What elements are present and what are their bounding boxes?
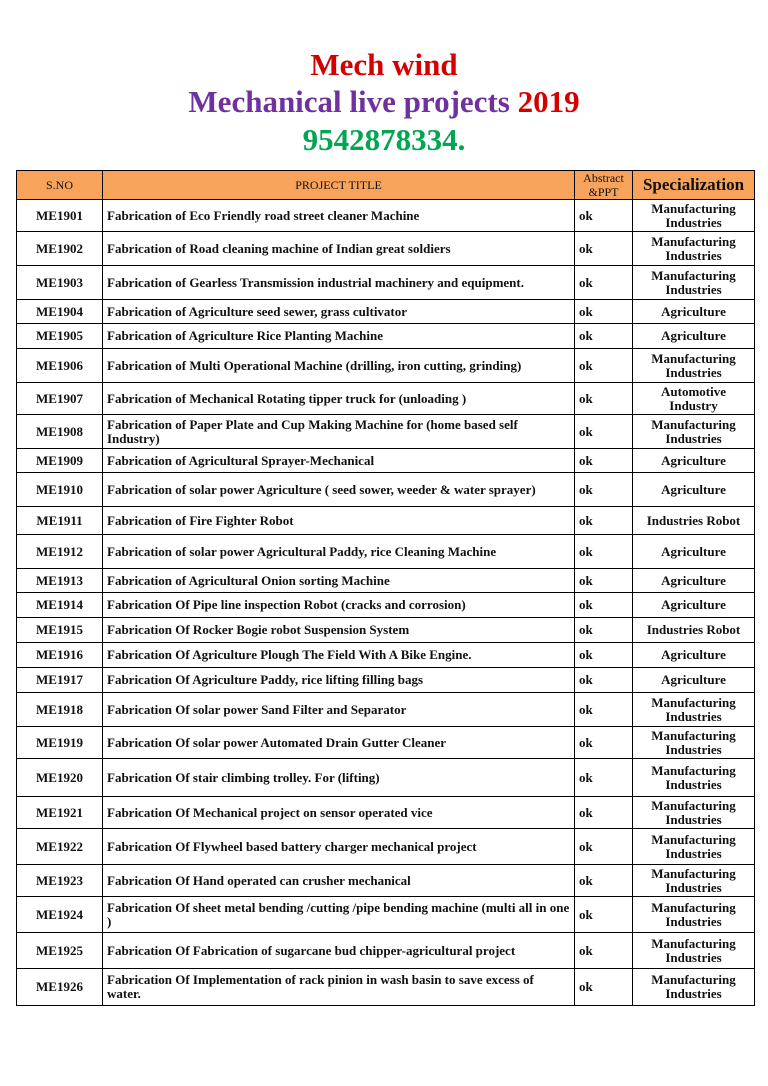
cell-sno: ME1925 xyxy=(17,933,103,969)
cell-project-title: Fabrication of Multi Operational Machine (drilling, iron cutting, grinding) xyxy=(103,349,575,383)
cell-sno: ME1909 xyxy=(17,449,103,473)
cell-abstract-status: ok xyxy=(575,643,633,668)
cell-project-title: Fabrication Of Pipe line inspection Robot (cracks and corrosion) xyxy=(103,593,575,618)
cell-specialization: Manufacturing Industries xyxy=(633,969,755,1006)
company-name: Mech wind xyxy=(310,47,458,82)
table-row xyxy=(17,569,755,593)
cell-specialization: Manufacturing Industries xyxy=(633,693,755,727)
cell-project-title: Fabrication of Mechanical Rotating tipper truck for (unloading ) xyxy=(103,383,575,415)
cell-abstract-status: ok xyxy=(575,668,633,693)
cell-abstract-status: ok xyxy=(575,797,633,829)
cell-abstract-status: ok xyxy=(575,383,633,415)
table-row xyxy=(17,415,755,449)
table-row xyxy=(17,324,755,349)
cell-specialization: Agriculture xyxy=(633,668,755,693)
cell-sno: ME1907 xyxy=(17,383,103,415)
cell-specialization: Agriculture xyxy=(633,569,755,593)
cell-specialization: Manufacturing Industries xyxy=(633,897,755,933)
cell-sno: ME1926 xyxy=(17,969,103,1006)
cell-abstract-status: ok xyxy=(575,727,633,759)
cell-project-title: Fabrication of solar power Agriculture ( seed sower, weeder & water sprayer) xyxy=(103,473,575,507)
cell-specialization: Agriculture xyxy=(633,473,755,507)
cell-project-title: Fabrication Of Flywheel based battery charger mechanical project xyxy=(103,829,575,865)
cell-specialization: Manufacturing Industries xyxy=(633,200,755,232)
cell-specialization: Manufacturing Industries xyxy=(633,829,755,865)
cell-project-title: Fabrication Of Mechanical project on sensor operated vice xyxy=(103,797,575,829)
cell-sno: ME1920 xyxy=(17,759,103,797)
cell-project-title: Fabrication Of sheet metal bending /cutting /pipe bending machine (multi all in one ) xyxy=(103,897,575,933)
cell-abstract-status: ok xyxy=(575,449,633,473)
table-row xyxy=(17,897,755,933)
cell-abstract-status: ok xyxy=(575,865,633,897)
cell-sno: ME1902 xyxy=(17,232,103,266)
cell-abstract-status: ok xyxy=(575,324,633,349)
cell-abstract-status: ok xyxy=(575,200,633,232)
cell-sno: ME1914 xyxy=(17,593,103,618)
table-row xyxy=(17,829,755,865)
cell-sno: ME1918 xyxy=(17,693,103,727)
cell-abstract-status: ok xyxy=(575,693,633,727)
cell-project-title: Fabrication Of Implementation of rack pinion in wash basin to save excess of water. xyxy=(103,969,575,1006)
column-header-title: PROJECT TITLE xyxy=(103,171,575,200)
cell-project-title: Fabrication of Agriculture Rice Planting Machine xyxy=(103,324,575,349)
cell-sno: ME1916 xyxy=(17,643,103,668)
cell-specialization: Manufacturing Industries xyxy=(633,349,755,383)
table-body xyxy=(17,200,755,1006)
cell-project-title: Fabrication Of Fabrication of sugarcane bud chipper-agricultural project xyxy=(103,933,575,969)
cell-sno: ME1911 xyxy=(17,507,103,535)
cell-sno: ME1905 xyxy=(17,324,103,349)
cell-abstract-status: ok xyxy=(575,759,633,797)
table-row xyxy=(17,300,755,324)
projects-heading xyxy=(0,82,768,122)
cell-project-title: Fabrication of solar power Agricultural Paddy, rice Cleaning Machine xyxy=(103,535,575,569)
cell-sno: ME1904 xyxy=(17,300,103,324)
cell-abstract-status: ok xyxy=(575,569,633,593)
table-row xyxy=(17,593,755,618)
cell-sno: ME1919 xyxy=(17,727,103,759)
cell-project-title: Fabrication Of Hand operated can crusher mechanical xyxy=(103,865,575,897)
cell-specialization: Automotive Industry xyxy=(633,383,755,415)
table-row xyxy=(17,759,755,797)
cell-specialization: Industries Robot xyxy=(633,618,755,643)
table-row xyxy=(17,727,755,759)
projects-year: 2019 xyxy=(517,84,580,119)
cell-project-title: Fabrication of Fire Fighter Robot xyxy=(103,507,575,535)
cell-abstract-status: ok xyxy=(575,829,633,865)
cell-abstract-status: ok xyxy=(575,507,633,535)
cell-project-title: Fabrication Of Agriculture Paddy, rice lifting filling bags xyxy=(103,668,575,693)
table-row xyxy=(17,643,755,668)
cell-project-title: Fabrication Of solar power Sand Filter and Separator xyxy=(103,693,575,727)
cell-specialization: Manufacturing Industries xyxy=(633,759,755,797)
table-row xyxy=(17,933,755,969)
column-header-specialization: Specialization xyxy=(633,171,755,200)
cell-specialization: Agriculture xyxy=(633,449,755,473)
cell-abstract-status: ok xyxy=(575,232,633,266)
table-row xyxy=(17,969,755,1006)
cell-sno: ME1901 xyxy=(17,200,103,232)
cell-abstract-status: ok xyxy=(575,969,633,1006)
cell-specialization: Agriculture xyxy=(633,535,755,569)
cell-abstract-status: ok xyxy=(575,593,633,618)
table-row xyxy=(17,618,755,643)
cell-sno: ME1923 xyxy=(17,865,103,897)
cell-project-title: Fabrication of Road cleaning machine of Indian great soldiers xyxy=(103,232,575,266)
table-row xyxy=(17,449,755,473)
cell-sno: ME1908 xyxy=(17,415,103,449)
cell-project-title: Fabrication Of Agriculture Plough The Field With A Bike Engine. xyxy=(103,643,575,668)
cell-specialization: Manufacturing Industries xyxy=(633,266,755,300)
cell-sno: ME1910 xyxy=(17,473,103,507)
cell-sno: ME1913 xyxy=(17,569,103,593)
cell-project-title: Fabrication of Eco Friendly road street cleaner Machine xyxy=(103,200,575,232)
cell-abstract-status: ok xyxy=(575,473,633,507)
table-row xyxy=(17,535,755,569)
cell-sno: ME1906 xyxy=(17,349,103,383)
cell-sno: ME1922 xyxy=(17,829,103,865)
cell-specialization: Agriculture xyxy=(633,643,755,668)
cell-project-title: Fabrication of Gearless Transmission industrial machinery and equipment. xyxy=(103,266,575,300)
cell-abstract-status: ok xyxy=(575,300,633,324)
cell-abstract-status: ok xyxy=(575,618,633,643)
cell-specialization: Agriculture xyxy=(633,593,755,618)
cell-specialization: Industries Robot xyxy=(633,507,755,535)
table-row xyxy=(17,473,755,507)
cell-specialization: Agriculture xyxy=(633,324,755,349)
table-row xyxy=(17,865,755,897)
cell-abstract-status: ok xyxy=(575,349,633,383)
table-row xyxy=(17,668,755,693)
cell-project-title: Fabrication Of solar power Automated Drain Gutter Cleaner xyxy=(103,727,575,759)
cell-specialization: Manufacturing Industries xyxy=(633,933,755,969)
cell-abstract-status: ok xyxy=(575,415,633,449)
cell-sno: ME1903 xyxy=(17,266,103,300)
cell-specialization: Manufacturing Industries xyxy=(633,727,755,759)
table-header-row xyxy=(17,171,755,200)
cell-specialization: Manufacturing Industries xyxy=(633,865,755,897)
cell-abstract-status: ok xyxy=(575,933,633,969)
cell-specialization: Manufacturing Industries xyxy=(633,232,755,266)
cell-sno: ME1924 xyxy=(17,897,103,933)
table-row xyxy=(17,507,755,535)
cell-specialization: Manufacturing Industries xyxy=(633,797,755,829)
table-row xyxy=(17,383,755,415)
cell-abstract-status: ok xyxy=(575,535,633,569)
cell-specialization: Agriculture xyxy=(633,300,755,324)
cell-project-title: Fabrication of Agriculture seed sewer, grass cultivator xyxy=(103,300,575,324)
cell-sno: ME1917 xyxy=(17,668,103,693)
cell-project-title: Fabrication of Paper Plate and Cup Making Machine for (home based self Industry) xyxy=(103,415,575,449)
table-row xyxy=(17,797,755,829)
cell-project-title: Fabrication Of stair climbing trolley. For (lifting) xyxy=(103,759,575,797)
cell-specialization: Manufacturing Industries xyxy=(633,415,755,449)
cell-sno: ME1921 xyxy=(17,797,103,829)
table-row xyxy=(17,200,755,232)
table-row xyxy=(17,266,755,300)
document-title xyxy=(0,48,768,158)
contact-phone: 9542878334. xyxy=(302,122,466,157)
cell-sno: ME1912 xyxy=(17,535,103,569)
table-row xyxy=(17,349,755,383)
column-header-sno: S.NO xyxy=(17,171,103,200)
cell-project-title: Fabrication Of Rocker Bogie robot Suspension System xyxy=(103,618,575,643)
projects-table xyxy=(16,170,755,1006)
cell-sno: ME1915 xyxy=(17,618,103,643)
cell-project-title: Fabrication of Agricultural Sprayer-Mechanical xyxy=(103,449,575,473)
projects-heading-text: Mechanical live projects xyxy=(188,84,510,119)
column-header-abstract: Abstract &PPT xyxy=(575,171,633,200)
cell-abstract-status: ok xyxy=(575,266,633,300)
cell-abstract-status: ok xyxy=(575,897,633,933)
table-row xyxy=(17,693,755,727)
table-row xyxy=(17,232,755,266)
cell-project-title: Fabrication of Agricultural Onion sorting Machine xyxy=(103,569,575,593)
